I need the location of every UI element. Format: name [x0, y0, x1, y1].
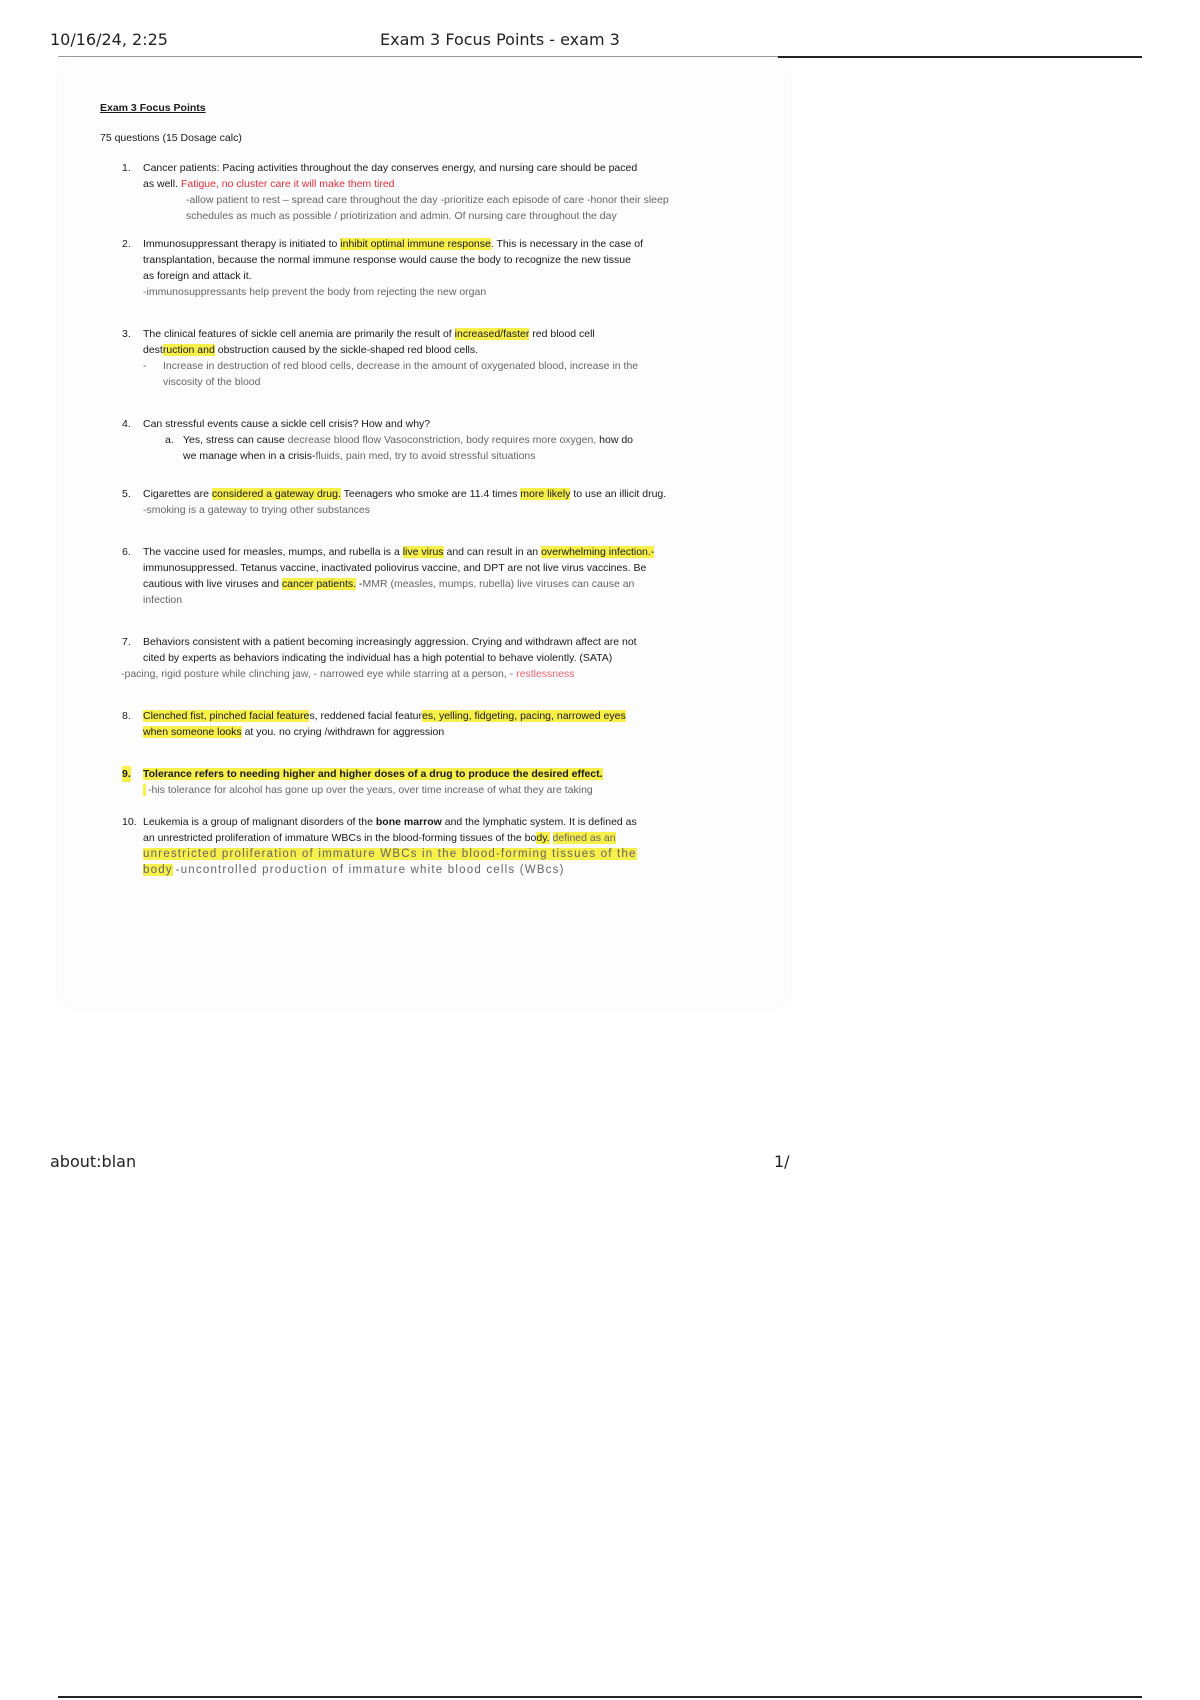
item-note-red: restlessness — [516, 668, 575, 680]
item-note: -pacing, rigid posture while clinching jaw, - narrowed eye while starring at a person, - — [121, 668, 514, 680]
list-item — [100, 766, 750, 798]
bottom-rule — [58, 1696, 1142, 1698]
print-title: Exam 3 Focus Points - exam 3 — [380, 30, 620, 49]
item-text: Yes, stress can cause — [183, 434, 285, 446]
item-text: cautious with live viruses and — [143, 578, 279, 590]
item-text: obstruction caused by the sickle-shaped red blood cells. — [217, 344, 479, 356]
item-text: cited by experts as behaviors indicating the individual has a high potential to behave violently. (SATA) — [143, 652, 613, 664]
document-body — [100, 100, 750, 878]
item-text: dest — [143, 344, 163, 356]
item-note: infection — [143, 594, 183, 606]
item-text: Cancer patients: Pacing activities throughout the day conserves energy, and nursing care should be paced — [143, 162, 638, 174]
question-count: 75 questions (15 Dosage calc) — [100, 132, 242, 144]
bold-term: bone marrow — [375, 816, 442, 828]
item-note: fluids, pain med, try to avoid stressful situations — [315, 450, 536, 462]
list-item — [100, 708, 750, 740]
highlight: dy. — [536, 832, 550, 844]
item-text: and can result in an — [446, 546, 539, 558]
print-header — [0, 0, 1200, 60]
item-text: - — [358, 578, 363, 590]
sub-item — [143, 432, 750, 464]
highlight: inhibit optimal immune response — [340, 238, 491, 250]
item-text: red blood cell — [532, 328, 595, 340]
header-rule-light — [58, 56, 778, 57]
list-item — [100, 634, 750, 682]
item-number: 5. — [122, 488, 131, 500]
item-number: 7. — [122, 636, 131, 648]
item-text: at you. no crying /withdrawn for aggression — [244, 726, 445, 738]
doc-heading: Exam 3 Focus Points — [100, 102, 206, 114]
highlight: considered a gateway drug. — [211, 488, 341, 500]
list-item — [100, 486, 750, 518]
item-text: to use an illicit drug. — [573, 488, 667, 500]
list-item — [100, 236, 750, 300]
item-number: 10. — [122, 816, 137, 828]
sub-marker: a. — [165, 434, 174, 446]
highlight: unrestricted proliferation of immature WBCs in the blood-forming tissues of the — [143, 848, 637, 860]
item-text: how do — [599, 434, 634, 446]
highlight: live virus — [402, 546, 444, 558]
item-text: immunosuppressed. Tetanus vaccine, inactivated poliovirus vaccine, and DPT are not live virus vaccines. Be — [143, 562, 647, 574]
list-item — [100, 326, 750, 390]
item-text: Teenagers who smoke are 11.4 times — [343, 488, 518, 500]
highlight: overwhelming infection.- — [541, 546, 655, 558]
item-text: Cigarettes are — [143, 488, 209, 500]
highlight: Tolerance refers to needing higher and higher doses of a drug to produce the desired effect. — [143, 768, 603, 780]
item-text: and the lymphatic system. It is defined as — [444, 816, 637, 828]
item-text: Immunosuppressant therapy is initiated to — [143, 238, 338, 250]
highlight: increased/faster — [454, 328, 530, 340]
item-text: as well. — [143, 178, 179, 190]
item-note: decrease blood flow Vasoconstriction, body requires more oxygen, — [287, 434, 597, 446]
highlight: body — [143, 864, 173, 876]
item-text: s, reddened facial featur — [309, 710, 423, 722]
item-number: 8. — [122, 710, 131, 722]
list-item — [100, 416, 750, 464]
print-footer-page: 1/ — [774, 1152, 790, 1171]
item-note: Increase in destruction of red blood cells, decrease in the amount of oxygenated blood, increase in the — [163, 360, 639, 372]
print-date: 10/16/24, 2:25 — [50, 30, 168, 49]
list-item — [100, 160, 750, 224]
item-number: 2. — [122, 238, 131, 250]
highlight: es, yelling, fidgeting, pacing, narrowed eyes — [422, 710, 626, 722]
item-text: transplantation, because the normal immune response would cause the body to recognize the new tissue — [143, 254, 631, 266]
highlight: Clenched fist, pinched facial feature — [143, 710, 310, 722]
highlight: more likely — [520, 488, 571, 500]
item-text: Can stressful events cause a sickle cell crisis? How and why? — [143, 418, 431, 430]
item-number: 9. — [122, 768, 131, 780]
item-note: -smoking is a gateway to trying other substances — [143, 504, 371, 516]
item-text: Behaviors consistent with a patient becoming increasingly aggression. Crying and withdrawn affect are not — [143, 636, 637, 648]
highlight: when someone looks — [143, 726, 242, 738]
item-text: . This is necessary in the case of — [490, 238, 643, 250]
list-item — [100, 814, 750, 878]
item-note: -uncontrolled production of immature white blood cells (WBcs) — [175, 864, 565, 876]
item-note: -allow patient to rest – spread care throughout the day -prioritize each episode of care -honor their sleep — [186, 194, 669, 206]
item-note: MMR (measles, mumps, rubella) live viruses can cause an — [362, 578, 635, 590]
highlight: ruction and — [162, 344, 215, 356]
item-note: -immunosuppressants help prevent the body from rejecting the new organ — [143, 286, 487, 298]
item-note: schedules as much as possible / priotirization and admin. Of nursing care throughout the day — [186, 210, 617, 222]
item-number: 4. — [122, 418, 131, 430]
item-note-red: Fatigue, no cluster care it will make them tired — [180, 178, 395, 190]
item-note: viscosity of the blood — [163, 376, 261, 388]
bullet-marker: - — [143, 360, 147, 372]
highlight: defined as an — [552, 832, 616, 844]
item-number: 6. — [122, 546, 131, 558]
item-note: -his tolerance for alcohol has gone up over the years, over time increase of what they are taking — [143, 784, 593, 796]
item-text: as foreign and attack it. — [143, 270, 252, 282]
list-item — [100, 544, 750, 608]
item-text: The vaccine used for measles, mumps, and rubella is a — [143, 546, 400, 558]
item-text: The clinical features of sickle cell anemia are primarily the result of — [143, 328, 452, 340]
highlight: cancer patients. — [281, 578, 357, 590]
header-rule — [778, 56, 1142, 58]
item-number: 3. — [122, 328, 131, 340]
item-text: we manage when in a crisis- — [183, 450, 316, 462]
item-number: 1. — [122, 162, 131, 174]
item-text: Leukemia is a group of malignant disorders of the — [143, 816, 373, 828]
print-footer-url: about:blan — [50, 1152, 137, 1171]
sub-bullet — [143, 358, 750, 390]
item-text: an unrestricted proliferation of immature WBCs in the blood-forming tissues of the bo — [143, 832, 537, 844]
